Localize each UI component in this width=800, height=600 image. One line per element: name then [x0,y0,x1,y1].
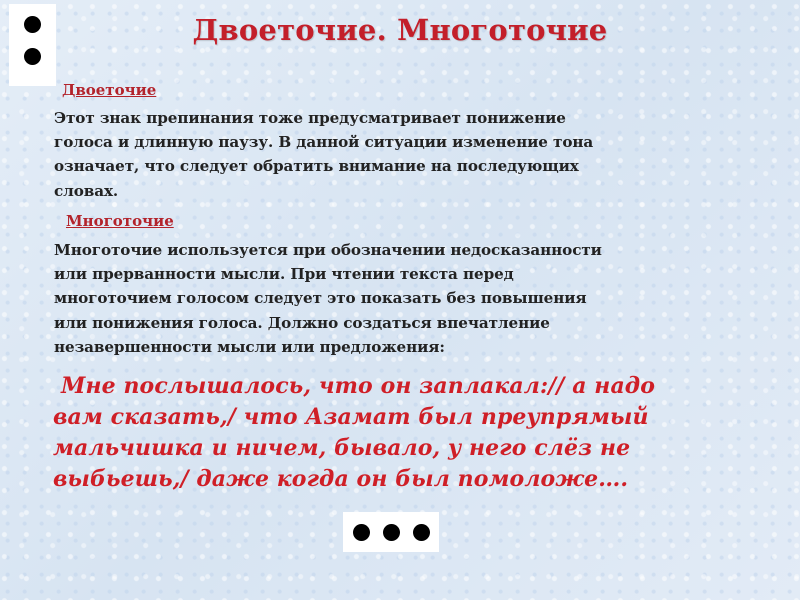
ellipsis-icon-dot-2 [383,524,400,541]
section-heading-ellipsis: Многоточие [66,212,174,230]
colon-icon-bottom-dot [24,48,41,65]
example-line: мальчишка и ничем, бывало, у него слёз не [53,435,631,461]
example-quote [53,371,763,495]
text-line: или прерванности мысли. При чтении текста перед [54,265,514,284]
text-line: Этот знак препинания тоже предусматривает понижение [54,109,566,127]
ellipsis-icon-dot-3 [413,524,430,541]
example-line: выбьешь,/ даже когда он был помоложе…. [53,466,629,492]
text-line: или понижения голоса. Должно создаться впечатление [54,313,550,332]
text-line: многоточием голосом следует это показать без повышения [54,289,587,308]
ellipsis-symbol-box [343,512,439,552]
text-line: словах. [54,181,119,200]
ellipsis-icon-dot-1 [353,524,370,541]
section-text-colon [54,106,774,203]
text-line: незавершенности мысли или предложения: [54,337,445,356]
example-line: вам сказать,/ что Азамат был преупрямый [53,404,649,430]
section-heading-colon: Двоеточие [62,81,157,99]
example-line: Мне послышалось, что он заплакал:// а надо [61,373,655,399]
text-line: означает, что следует обратить внимание на последующих [54,157,579,176]
text-line: Многоточие используется при обозначении недосказанности [54,241,602,259]
text-line: голоса и длинную паузу. В данной ситуации изменение тона [54,133,594,152]
slide-title: Двоеточие. Многоточие [192,13,608,47]
section-text-ellipsis [54,238,774,359]
